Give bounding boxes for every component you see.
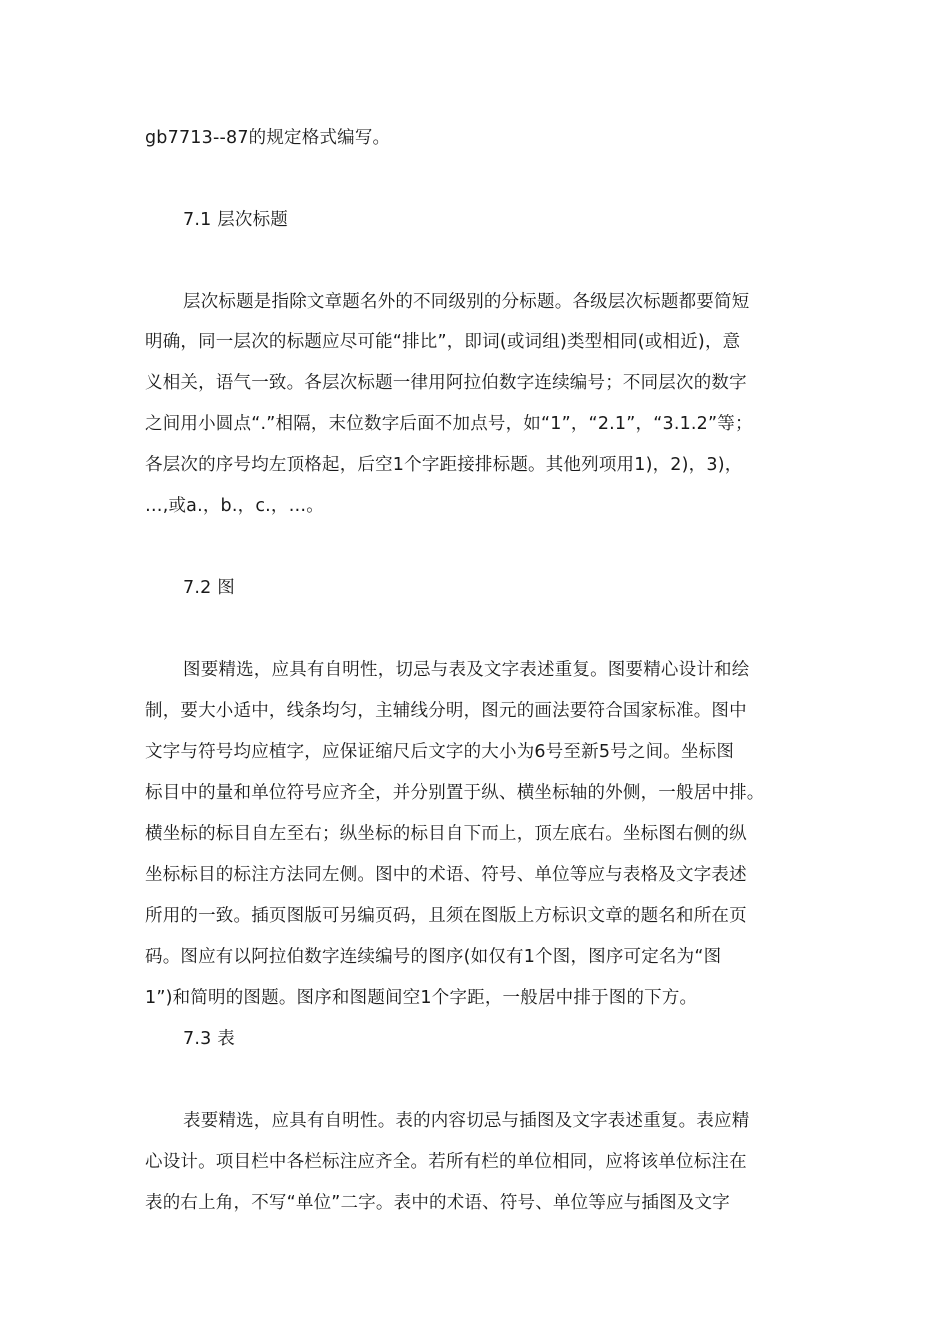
paragraph-line: 1”)和简明的图题。图序和图题间空1个字距，一般居中排于图的下方。 <box>145 988 698 1008</box>
paragraph-line: 标目中的量和单位符号应齐全，并分别置于纵、横坐标轴的外侧，一般居中排。 <box>145 783 765 803</box>
paragraph-line: 义相关，语气一致。各层次标题一律用阿拉伯数字连续编号；不同层次的数字 <box>145 373 747 393</box>
paragraph-line: 心设计。项目栏中各栏标注应齐全。若所有栏的单位相同，应将该单位标注在 <box>145 1152 747 1172</box>
intro-tail-line: gb7713--87的规定格式编写。 <box>145 128 391 148</box>
paragraph-line: 层次标题是指除文章题名外的不同级别的分标题。各级层次标题都要简短 <box>183 292 750 312</box>
paragraph-line: 明确，同一层次的标题应尽可能“排比”，即词(或词组)类型相同(或相近)，意 <box>145 332 741 352</box>
paragraph-line: 之间用小圆点“.”相隔，末位数字后面不加点号，如“1”，“2.1”，“3.1.2”等； <box>145 414 753 434</box>
paragraph-line: 坐标标目的标注方法同左侧。图中的术语、符号、单位等应与表格及文字表述 <box>145 865 747 885</box>
paragraph-line: 各层次的序号均左顶格起，后空1个字距接排标题。其他列项用1)，2)，3)， <box>145 455 743 475</box>
paragraph-line: 表要精选，应具有自明性。表的内容切忌与插图及文字表述重复。表应精 <box>183 1111 750 1131</box>
paragraph-line: 文字与符号均应植字，应保证缩尺后文字的大小为6号至新5号之间。坐标图 <box>145 742 735 762</box>
section-heading-7-1: 7.1 层次标题 <box>183 210 288 230</box>
paragraph-line: 所用的一致。插页图版可另编页码，且须在图版上方标识文章的题名和所在页 <box>145 906 747 926</box>
paragraph-line: 横坐标的标目自左至右；纵坐标的标目自下而上，顶左底右。坐标图右侧的纵 <box>145 824 747 844</box>
paragraph-line: 制，要大小适中，线条均匀，主辅线分明，图元的画法要符合国家标准。图中 <box>145 701 747 721</box>
section-heading-7-3: 7.3 表 <box>183 1029 235 1049</box>
paragraph-line: …,或a.，b.，c.，…。 <box>145 496 325 516</box>
paragraph-line: 码。图应有以阿拉伯数字连续编号的图序(如仅有1个图，图序可定名为“图 <box>145 947 722 967</box>
section-heading-7-2: 7.2 图 <box>183 578 235 598</box>
paragraph-line: 图要精选，应具有自明性，切忌与表及文字表述重复。图要精心设计和绘 <box>183 660 750 680</box>
paragraph-line: 表的右上角，不写“单位”二字。表中的术语、符号、单位等应与插图及文字 <box>145 1193 730 1213</box>
